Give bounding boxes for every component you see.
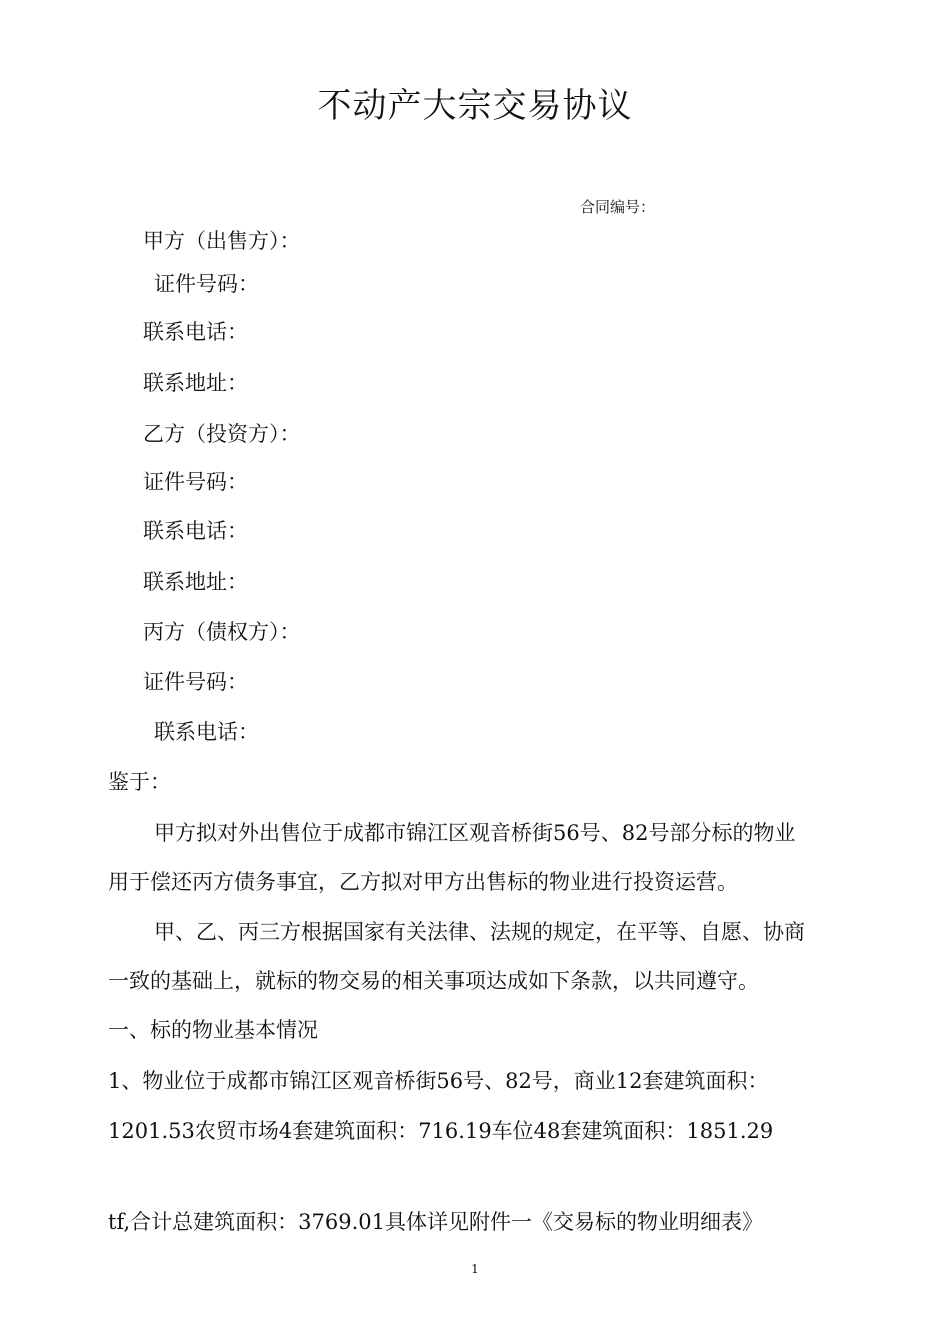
- party-a-id-label: 证件号码：: [154, 272, 259, 296]
- party-b-address-label: 联系地址：: [143, 570, 248, 594]
- party-a-phone-label: 联系电话：: [143, 320, 248, 344]
- party-b-id-label: 证件号码：: [143, 470, 248, 494]
- item-1-line-1: 1、物业位于成都市锦江区观音桥街56号、82号，商业12套建筑面积：: [108, 1069, 769, 1093]
- party-c-phone-label: 联系电话：: [154, 720, 259, 744]
- party-a-header: 甲方（出售方）：: [143, 229, 301, 253]
- item-1-line-3: tf,合计总建筑面积：3769.01具体详见附件一《交易标的物业明细表》: [108, 1210, 763, 1234]
- paragraph-1-line-2: 用于偿还丙方债务事宜，乙方拟对甲方出售标的物业进行投资运营。: [108, 870, 738, 894]
- contract-number-label: 合同编号：: [580, 198, 656, 216]
- page-number: 1: [471, 1262, 479, 1276]
- party-c-id-label: 证件号码：: [143, 670, 248, 694]
- party-a-address-label: 联系地址：: [143, 371, 248, 395]
- paragraph-2-line-2: 一致的基础上，就标的物交易的相关事项达成如下条款，以共同遵守。: [108, 969, 759, 993]
- whereas-heading: 鉴于：: [108, 770, 171, 794]
- item-1-line-2: 1201.53农贸市场4套建筑面积：716.19车位48套建筑面积：1851.29: [108, 1119, 774, 1143]
- party-b-phone-label: 联系电话：: [143, 519, 248, 543]
- paragraph-2-line-1: 甲、乙、丙三方根据国家有关法律、法规的规定，在平等、自愿、协商: [154, 920, 805, 944]
- paragraph-1-line-1: 甲方拟对外出售位于成都市锦江区观音桥街56号、82号部分标的物业: [154, 821, 796, 845]
- section-1-title: 一、标的物业基本情况: [108, 1018, 318, 1042]
- party-c-header: 丙方（债权方）：: [143, 620, 301, 644]
- document-title: 不动产大宗交易协议: [317, 86, 633, 126]
- party-b-header: 乙方（投资方）：: [143, 422, 301, 446]
